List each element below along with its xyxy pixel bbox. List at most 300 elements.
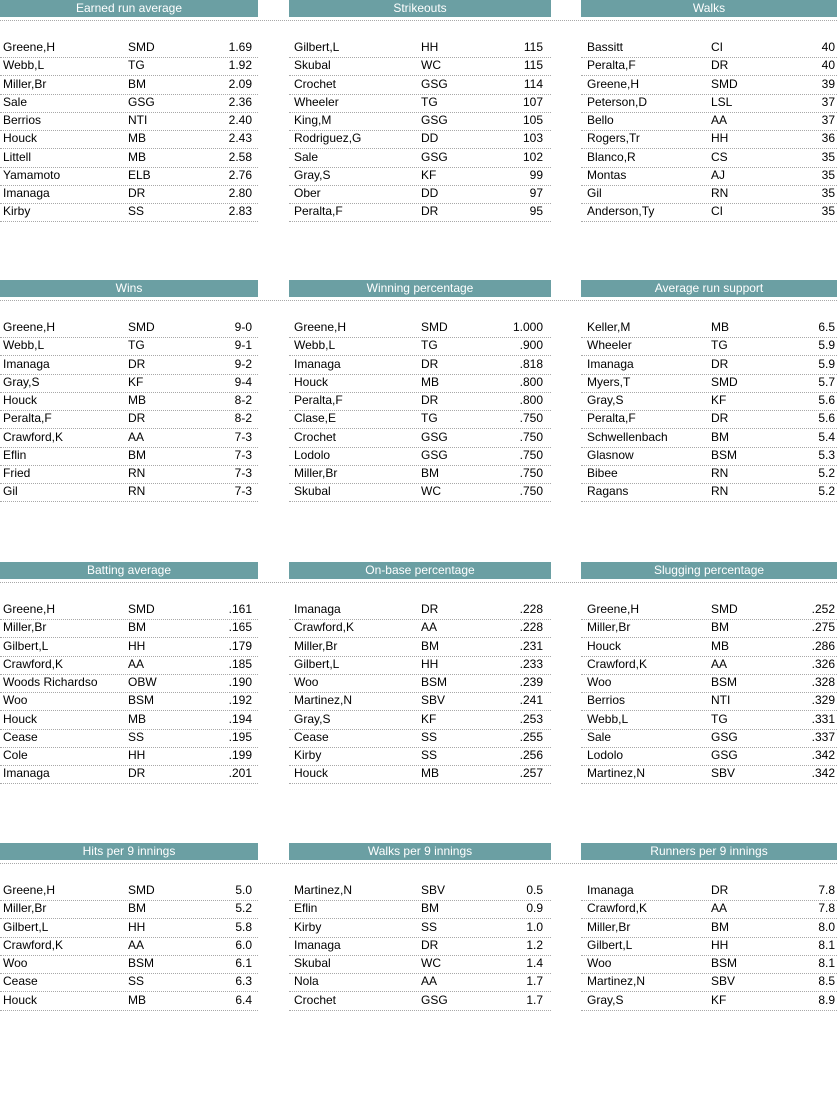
team-code: BSM <box>711 675 738 689</box>
team-code: DR <box>421 204 439 219</box>
header-rule <box>0 20 837 21</box>
stat-value: 35 <box>821 167 835 182</box>
stat-value: 9-0 <box>234 320 252 334</box>
table-row <box>289 356 551 375</box>
player-name: Bassitt <box>587 40 624 54</box>
table-header: Slugging percentage <box>581 562 837 579</box>
team-code: SBV <box>421 693 446 708</box>
player-name: Greene,H <box>3 883 56 897</box>
player-name: Wheeler <box>587 338 632 353</box>
table-row <box>581 337 837 356</box>
table-row <box>581 674 837 693</box>
stats-section <box>0 0 837 270</box>
table-row <box>581 76 837 95</box>
team-code: DR <box>421 393 439 407</box>
table-header: Earned run average <box>0 0 258 17</box>
player-name: Greene,H <box>587 76 640 91</box>
team-code: WC <box>421 956 441 970</box>
table-row <box>0 692 258 711</box>
player-name: Eflin <box>3 447 27 462</box>
table-row <box>581 619 837 638</box>
player-name: Martinez,N <box>587 766 646 781</box>
table-row <box>289 57 551 76</box>
team-code: SS <box>128 974 145 989</box>
table-row <box>0 656 258 675</box>
player-name: Berrios <box>3 113 42 127</box>
table-row <box>289 601 551 620</box>
stat-value: 35 <box>821 186 835 200</box>
stat-value: 2.36 <box>228 94 252 109</box>
team-code: MB <box>711 320 729 334</box>
team-code: GSG <box>711 729 738 744</box>
leader-table-middle <box>289 280 551 550</box>
stat-value: 1.92 <box>228 58 252 73</box>
player-name: Miller,Br <box>587 620 631 635</box>
stat-value: 37 <box>821 113 835 127</box>
player-name: Anderson,Ty <box>587 204 655 219</box>
player-name: Clase,E <box>294 411 337 426</box>
table-row <box>0 937 258 956</box>
table-row <box>581 149 837 168</box>
stat-value: 1.4 <box>526 956 543 970</box>
stats-section <box>0 280 837 550</box>
table-row <box>289 465 551 484</box>
leader-table-middle <box>289 562 551 832</box>
player-name: Imanaga <box>294 602 341 616</box>
player-name: Eflin <box>294 901 318 916</box>
team-code: DR <box>128 356 146 371</box>
player-name: Houck <box>294 766 329 781</box>
stats-section <box>0 843 837 1113</box>
table-row <box>0 882 258 901</box>
leader-table-left <box>0 280 258 550</box>
player-name: Imanaga <box>294 937 341 952</box>
team-code: CI <box>711 204 723 219</box>
team-code: DR <box>128 411 146 426</box>
stat-value: .252 <box>811 602 835 616</box>
team-code: TG <box>711 711 728 726</box>
table-header: Runners per 9 innings <box>581 843 837 860</box>
table-row <box>581 483 837 502</box>
stat-value: .329 <box>811 693 835 708</box>
stat-value: 1.7 <box>526 992 543 1007</box>
player-name: Crawford,K <box>3 937 64 952</box>
team-code: SS <box>421 919 438 934</box>
stat-value: 5.2 <box>235 901 252 916</box>
table-row <box>289 149 551 168</box>
player-name: Cole <box>3 748 28 762</box>
stat-value: 5.8 <box>235 919 252 934</box>
team-code: ELB <box>128 167 151 182</box>
leader-table-left <box>0 0 258 270</box>
table-row <box>0 483 258 502</box>
player-name: Skubal <box>294 484 331 499</box>
stat-value: 5.9 <box>818 338 835 353</box>
team-code: AA <box>421 974 438 989</box>
leader-table-right <box>581 280 837 550</box>
team-code: GSG <box>421 149 448 164</box>
player-name: Ober <box>294 186 321 200</box>
player-name: Webb,L <box>3 338 45 353</box>
player-name: Gray,S <box>587 393 624 407</box>
player-name: Gray,S <box>3 374 40 389</box>
player-name: Sale <box>294 149 319 164</box>
player-name: Myers,T <box>587 374 631 389</box>
player-name: Imanaga <box>587 356 634 371</box>
table-row <box>0 465 258 484</box>
stat-value: .750 <box>519 411 543 426</box>
stat-value: .818 <box>519 356 543 371</box>
leader-table-left <box>0 843 258 1113</box>
player-name: Greene,H <box>3 320 56 334</box>
table-row <box>581 356 837 375</box>
team-code: WC <box>421 484 441 499</box>
table-row <box>289 483 551 502</box>
team-code: BM <box>128 447 146 462</box>
table-row <box>581 747 837 766</box>
stat-value: 6.4 <box>235 992 252 1007</box>
team-code: SS <box>128 729 145 744</box>
stat-value: 8.9 <box>818 992 835 1007</box>
table-row <box>581 656 837 675</box>
stat-value: .192 <box>228 693 252 708</box>
team-code: OBW <box>128 675 157 689</box>
player-name: Miller,Br <box>294 638 338 653</box>
table-row <box>0 39 258 58</box>
table-row <box>289 112 551 131</box>
table-header: Batting average <box>0 562 258 579</box>
table-row <box>289 319 551 338</box>
player-name: Miller,Br <box>587 919 631 934</box>
team-code: RN <box>711 466 729 480</box>
table-row <box>581 429 837 448</box>
table-row <box>0 76 258 95</box>
team-code: NTI <box>128 113 148 127</box>
stat-value: 1.7 <box>526 974 543 989</box>
table-row <box>289 130 551 149</box>
table-row <box>289 410 551 429</box>
header-rule <box>0 582 837 583</box>
team-code: MB <box>421 374 439 389</box>
team-code: LSL <box>711 94 733 109</box>
stat-value: .286 <box>811 638 835 653</box>
stat-value: .185 <box>228 656 252 671</box>
leader-table-right <box>581 0 837 270</box>
team-code: AA <box>128 937 145 952</box>
table-row <box>581 973 837 992</box>
team-code: AA <box>421 620 438 635</box>
stat-value: 99 <box>529 167 543 182</box>
stat-value: 7-3 <box>234 484 252 499</box>
team-code: SS <box>128 204 145 219</box>
table-row <box>289 94 551 113</box>
stat-value: 115 <box>523 40 543 54</box>
team-code: TG <box>421 338 438 353</box>
team-code: SBV <box>421 883 446 897</box>
table-row <box>0 57 258 76</box>
stat-value: .231 <box>519 638 543 653</box>
team-code: MB <box>128 393 146 407</box>
stat-value: 115 <box>523 58 543 73</box>
player-name: Lodolo <box>294 447 331 462</box>
stat-value: 2.40 <box>228 113 252 127</box>
team-code: KF <box>421 167 437 182</box>
team-code: BM <box>128 620 146 635</box>
team-code: DR <box>128 186 146 200</box>
stat-value: .165 <box>228 620 252 635</box>
team-code: GSG <box>421 447 448 462</box>
stat-value: 7.8 <box>818 901 835 916</box>
stat-value: .195 <box>228 729 252 744</box>
table-header: Walks <box>581 0 837 17</box>
table-row <box>289 692 551 711</box>
player-name: Gilbert,L <box>587 937 633 952</box>
table-row <box>581 130 837 149</box>
team-code: RN <box>711 484 729 499</box>
team-code: MB <box>128 992 146 1007</box>
team-code: AA <box>711 901 728 916</box>
table-row <box>0 167 258 186</box>
team-code: MB <box>128 711 146 726</box>
player-name: Greene,H <box>587 602 640 616</box>
stat-value: 2.09 <box>228 76 252 91</box>
stat-value: 114 <box>523 76 543 91</box>
team-code: BSM <box>711 447 738 462</box>
table-row <box>581 374 837 393</box>
stat-value: 5.4 <box>818 429 835 444</box>
stat-value: 0.9 <box>526 901 543 916</box>
player-name: Greene,H <box>3 602 56 616</box>
team-code: SMD <box>128 602 155 616</box>
stat-value: .194 <box>228 711 252 726</box>
stat-value: 5.2 <box>818 466 835 480</box>
player-name: Webb,L <box>294 338 336 353</box>
table-row <box>0 185 258 204</box>
header-rule <box>0 863 837 864</box>
player-name: Glasnow <box>587 447 634 462</box>
stat-value: .326 <box>811 656 835 671</box>
player-name: Imanaga <box>294 356 341 371</box>
team-code: GSG <box>421 76 448 91</box>
player-name: Sale <box>587 729 612 744</box>
team-code: DR <box>711 356 729 371</box>
player-name: Woo <box>3 956 28 970</box>
table-row <box>289 203 551 222</box>
table-row <box>581 638 837 657</box>
stat-value: .750 <box>519 429 543 444</box>
player-name: Peralta,F <box>587 411 636 426</box>
player-name: Greene,H <box>3 40 56 54</box>
team-code: KF <box>128 374 144 389</box>
player-name: Miller,Br <box>3 901 47 916</box>
table-row <box>289 937 551 956</box>
stat-value: 107 <box>522 94 543 109</box>
stat-value: 36 <box>821 131 835 146</box>
team-code: KF <box>711 393 727 407</box>
stat-value: 1.69 <box>228 40 252 54</box>
stat-value: .800 <box>519 374 543 389</box>
stat-value: 6.5 <box>818 320 835 334</box>
stat-value: 5.7 <box>818 374 835 389</box>
table-row <box>0 619 258 638</box>
team-code: TG <box>128 58 145 73</box>
stat-value: 7-3 <box>234 466 252 480</box>
stat-value: .201 <box>228 766 252 781</box>
team-code: BSM <box>711 956 738 970</box>
player-name: Kirby <box>294 919 322 934</box>
stat-value: 7-3 <box>234 447 252 462</box>
player-name: Woo <box>3 693 28 708</box>
stat-value: 8-2 <box>234 411 252 426</box>
player-name: Gilbert,L <box>294 40 340 54</box>
player-name: Gray,S <box>587 992 624 1007</box>
table-row <box>289 447 551 466</box>
stat-value: 9-2 <box>234 356 252 371</box>
player-name: Peralta,F <box>294 204 343 219</box>
stat-value: 2.83 <box>228 204 252 219</box>
stat-value: .256 <box>519 748 543 762</box>
team-code: DR <box>711 883 729 897</box>
stat-value: 6.1 <box>235 956 252 970</box>
table-row <box>289 638 551 657</box>
team-code: DD <box>421 131 439 146</box>
team-code: TG <box>128 338 145 353</box>
stat-value: .750 <box>519 484 543 499</box>
team-code: DR <box>421 356 439 371</box>
player-name: Kirby <box>3 204 31 219</box>
team-code: BSM <box>421 675 448 689</box>
player-name: Houck <box>3 393 38 407</box>
player-name: Gil <box>3 484 18 499</box>
table-row <box>0 765 258 784</box>
player-name: Keller,M <box>587 320 631 334</box>
stat-value: .228 <box>519 620 543 635</box>
leader-table-left <box>0 562 258 832</box>
team-code: BM <box>421 901 439 916</box>
stat-value: 0.5 <box>526 883 543 897</box>
player-name: Woo <box>587 675 612 689</box>
table-row <box>581 919 837 938</box>
stat-value: .337 <box>811 729 835 744</box>
player-name: Crochet <box>294 992 337 1007</box>
team-code: SBV <box>711 974 736 989</box>
team-code: DR <box>421 602 439 616</box>
team-code: SMD <box>711 374 738 389</box>
team-code: GSG <box>421 429 448 444</box>
team-code: DR <box>711 411 729 426</box>
table-row <box>0 410 258 429</box>
table-row <box>289 765 551 784</box>
table-header: On-base percentage <box>289 562 551 579</box>
player-name: Berrios <box>587 693 626 708</box>
table-row <box>289 973 551 992</box>
table-row <box>289 992 551 1011</box>
stat-value: .233 <box>519 656 543 671</box>
player-name: Cease <box>3 974 38 989</box>
player-name: Gil <box>587 186 602 200</box>
stat-value: .179 <box>228 638 252 653</box>
table-header: Walks per 9 innings <box>289 843 551 860</box>
team-code: GSG <box>421 113 448 127</box>
team-code: SMD <box>421 320 448 334</box>
team-code: CI <box>711 40 723 54</box>
stat-value: 35 <box>821 204 835 219</box>
team-code: DD <box>421 186 439 200</box>
player-name: Sale <box>3 94 28 109</box>
table-row <box>0 356 258 375</box>
table-row <box>581 465 837 484</box>
stat-value: .239 <box>519 675 543 689</box>
table-row <box>289 747 551 766</box>
team-code: DR <box>711 58 729 73</box>
stat-value: 39 <box>821 76 835 91</box>
table-row <box>581 185 837 204</box>
team-code: HH <box>128 919 146 934</box>
table-row <box>0 319 258 338</box>
table-row <box>0 955 258 974</box>
stat-value: .342 <box>811 766 835 781</box>
stat-value: 40 <box>821 40 835 54</box>
player-name: Ragans <box>587 484 629 499</box>
team-code: MB <box>128 149 146 164</box>
table-row <box>581 410 837 429</box>
stat-value: 9-1 <box>234 338 252 353</box>
table-row <box>0 747 258 766</box>
team-code: KF <box>421 711 437 726</box>
team-code: GSG <box>711 748 738 762</box>
leader-table-right <box>581 843 837 1113</box>
table-row <box>581 692 837 711</box>
team-code: MB <box>421 766 439 781</box>
stat-value: 2.80 <box>228 186 252 200</box>
player-name: Littell <box>3 149 32 164</box>
player-name: Gray,S <box>294 711 331 726</box>
player-name: Webb,L <box>3 58 45 73</box>
table-header: Wins <box>0 280 258 297</box>
table-row <box>0 149 258 168</box>
table-header: Hits per 9 innings <box>0 843 258 860</box>
player-name: Martinez,N <box>294 883 353 897</box>
table-row <box>581 57 837 76</box>
stat-value: 9-4 <box>234 374 252 389</box>
team-code: MB <box>711 638 729 653</box>
player-name: Crawford,K <box>3 656 64 671</box>
table-row <box>0 392 258 411</box>
team-code: HH <box>711 131 729 146</box>
team-code: TG <box>421 94 438 109</box>
player-name: Houck <box>3 131 38 146</box>
table-header: Strikeouts <box>289 0 551 17</box>
player-name: Cease <box>3 729 38 744</box>
player-name: Wheeler <box>294 94 339 109</box>
player-name: Houck <box>3 711 38 726</box>
team-code: AA <box>711 656 728 671</box>
table-row <box>289 955 551 974</box>
table-header: Winning percentage <box>289 280 551 297</box>
player-name: Rogers,Tr <box>587 131 640 146</box>
stat-value: 5.9 <box>818 356 835 371</box>
player-name: Crawford,K <box>3 429 64 444</box>
stat-value: .750 <box>519 466 543 480</box>
table-row <box>0 130 258 149</box>
stat-value: 5.3 <box>818 447 835 462</box>
table-row <box>289 674 551 693</box>
stat-value: 105 <box>522 113 543 127</box>
team-code: SMD <box>711 602 738 616</box>
stat-value: 1.0 <box>526 919 543 934</box>
team-code: TG <box>421 411 438 426</box>
table-row <box>581 711 837 730</box>
